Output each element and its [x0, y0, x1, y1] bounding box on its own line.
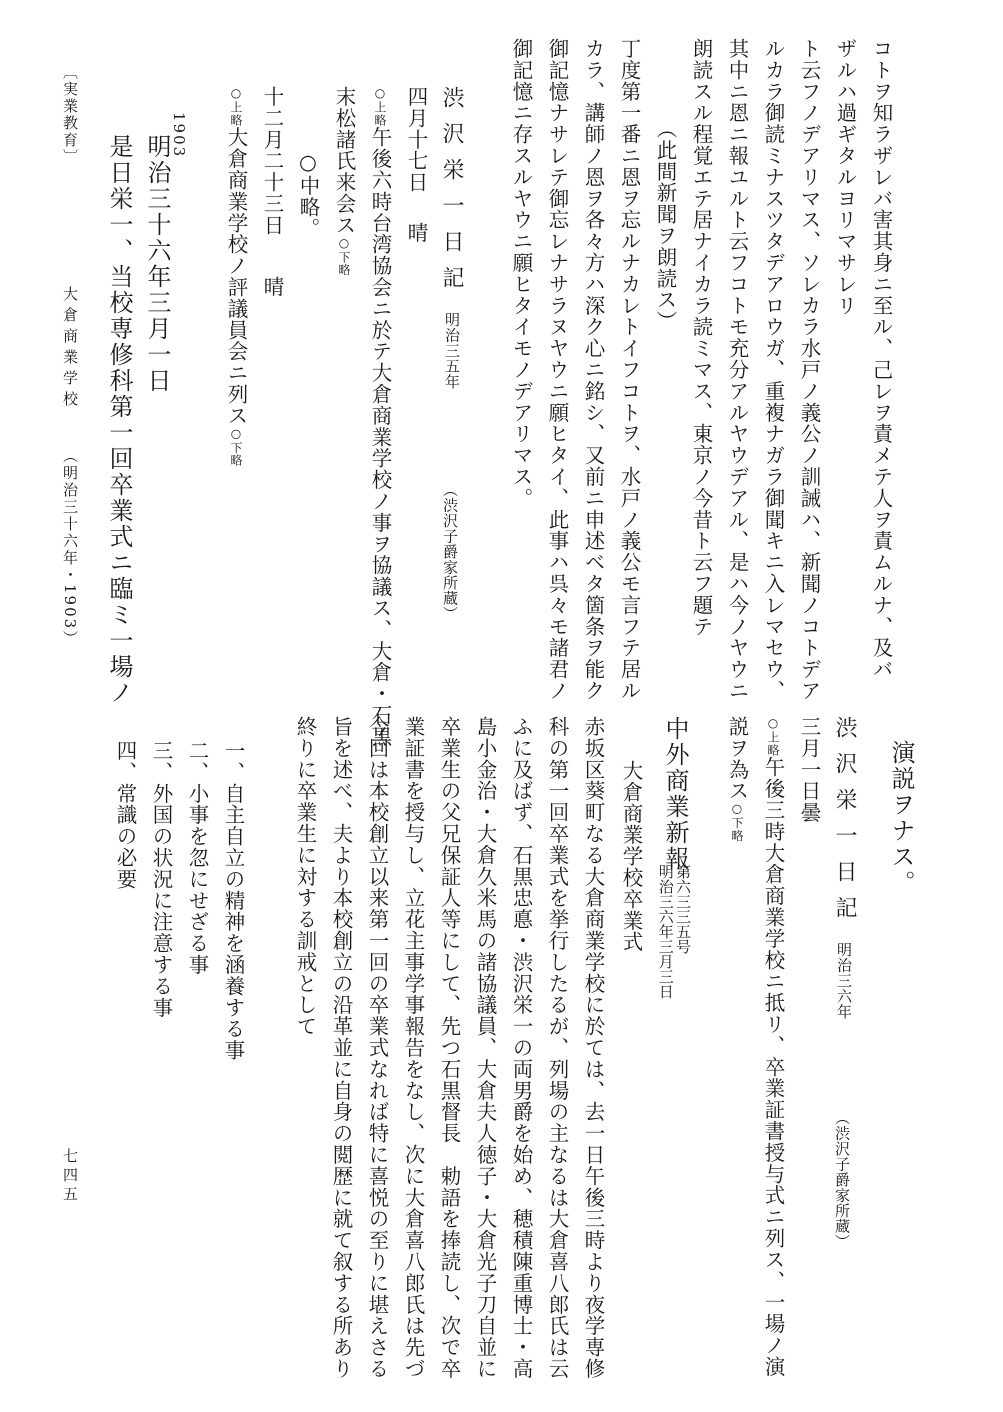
article-line-1: 赤坂区葵町なる大倉商業学校に於ては、去一日午後三時より夜学専修 [581, 716, 605, 1380]
list-item-4: 四、常識の必要 [113, 740, 137, 890]
lower-diary-era: 明治三六年 [835, 942, 853, 1020]
article-line-2: 科の第一回卒業式を挙行したるが、列場の主なるは大倉喜八郎氏は云 [545, 716, 569, 1380]
lower-diary-entry-cont [727, 716, 748, 842]
footer-era: （明治三十六年・1903） [61, 448, 79, 648]
lower-diary-title: 渋沢栄一日記 [832, 716, 857, 932]
diary-entry-2-text: 大倉商業学校ノ評議員会ニ列ス [224, 126, 248, 427]
diary-entry-1-text-2: 末松諸氏来会ス [332, 86, 356, 236]
year-lead: 是日栄一、当校専修科第一回卒業式ニ臨ミ一場ノ [105, 134, 133, 706]
footer-school: 大倉商業学校 [61, 286, 79, 412]
upper-line-1: コトヲ知ラザレバ害其身ニ至ル、己レヲ責メテ人ヲ責ムルナ、及バ [869, 38, 893, 680]
upper-line-3: ト云フノデアリマス、ソレカラ水戸ノ義公ノ訓誡ハ、新聞ノコトデア [797, 38, 821, 702]
lower-diary-entry [763, 716, 784, 1377]
diary-weather-2: 晴 [260, 276, 284, 298]
diary-date-2: 十二月二十三日 [260, 86, 284, 236]
upper-line-10: 御記憶ナサレテ御忘レナサラヌヤウニ願ヒタイ、此事ハ呉々モ諸君ノ [545, 38, 569, 702]
newspaper-date: 明治三六年三月三日 [656, 864, 675, 999]
lower-diary-entry-text-2: 説ヲ為ス [725, 716, 749, 802]
list-item-2: 二、小事を忽にせざる事 [185, 740, 209, 976]
year-heading: 明治三十六年三月一日 [143, 134, 171, 394]
upper-line-7: （此間新聞ヲ朗読ス） [653, 118, 677, 332]
newspaper-title: 中外商業新報 [661, 716, 689, 872]
omit-above-mark-2: ○上略 [229, 86, 243, 127]
omit-below-mark: ○下略 [337, 235, 351, 277]
article-line-5: 卒業生の父兄保証人等にして、先つ石黒督長 勅語を捧読し、次で卒 [437, 716, 461, 1380]
newspaper-issue [657, 864, 692, 999]
western-year: 1903 [170, 112, 188, 159]
diary-entry-2 [226, 86, 247, 467]
list-item-3: 三、外国の状況に注意する事 [149, 740, 173, 1019]
upper-line-9: カラ、講師ノ恩ヲ各々方ハ深ク心ニ銘シ、又前ニ申述ベタ箇条ヲ能ク [581, 38, 605, 702]
upper-line-4: ルカラ御読ミナスツタデアロウガ、重複ナガラ御聞キニ入レマセウ、 [761, 38, 785, 702]
diary-era: 明治三五年 [443, 312, 461, 390]
speech-line: 演説ヲナス。 [887, 740, 915, 896]
diary-source: （渋沢子爵家所蔵） [441, 482, 459, 622]
footer-bracket: 〔実業教育〕 [61, 64, 79, 166]
upper-line-6: 朗読スル程覚エテ居ナイカラ読ミマス、東京ノ今昔ト云フ題テ [689, 38, 713, 638]
omit-below-mark-2: ○下略 [229, 426, 243, 468]
diary-entry-1 [370, 86, 391, 747]
diary-date-1: 四月十七日 [404, 86, 428, 193]
lower-diary-entry-text: 午後三時大倉商業学校ニ抵リ、卒業証書授与式ニ列ス、一場ノ演 [761, 756, 785, 1378]
article-line-8: 旨を述べ、夫より本校創立の沿革並に自身の閲歴に就て叙する所あり [329, 716, 353, 1380]
lower-diary-source: （渋沢子爵家所蔵） [833, 1110, 851, 1250]
diary-entry-1-cont [334, 86, 355, 277]
omit-above-mark: ○上略 [373, 86, 387, 127]
newspaper-number: 第六三三五号 [674, 864, 692, 954]
article-line-4: 島小金治・大倉久米馬の諸協議員、大倉夫人徳子・大倉光子刀自並に [473, 716, 497, 1380]
lower-diary-weather: 曇 [797, 802, 821, 824]
upper-line-8: 丁度第一番ニ恩ヲ忘ルナカレトイフコトヲ、水戸ノ義公モ言フテ居ル [617, 38, 641, 702]
article-line-9: 終りに卒業生に対する訓戒として [293, 716, 317, 1037]
upper-line-2: ザルハ過ギタルヨリマサレリ [833, 38, 857, 317]
diary-title: 渋沢栄一日記 [439, 86, 464, 302]
page-number: 七四五 [61, 1148, 79, 1205]
article-title: 大倉商業学校卒業式 [619, 760, 643, 953]
lower-omit-below: ○下略 [730, 801, 744, 843]
list-item-1: 一、自主自立の精神を涵養する事 [221, 740, 245, 1061]
upper-line-11: 御記憶ニ存スルヤウニ願ヒタイモノデアリマス。 [509, 38, 533, 509]
middle-omit: ○中略。 [296, 150, 320, 240]
article-line-6: 業証書を授与し、立花主事学事報告をなし、次に大倉喜八郎氏は先づ [401, 716, 425, 1380]
upper-line-5: 其中ニ恩ニ報ユルト云フコトモ充分アルヤウデアル、是ハ今ノヤウニ [725, 38, 749, 702]
article-line-7: 今回は本校創立以来第一回の卒業式なれば特に喜悦の至りに堪えさる [365, 716, 389, 1380]
article-line-3: ふに及ばず、石黒忠悳・渋沢栄一の両男爵を始め、穂積陳重博士・高 [509, 716, 533, 1380]
diary-weather-1: 晴 [404, 222, 428, 244]
lower-diary-date: 三月一日 [797, 716, 821, 802]
diary-entry-1-text: 午後六時台湾協会ニ於テ大倉商業学校ノ事ヲ協議ス、大倉・石黒 [368, 126, 392, 748]
lower-omit-above: ○上略 [766, 716, 780, 757]
